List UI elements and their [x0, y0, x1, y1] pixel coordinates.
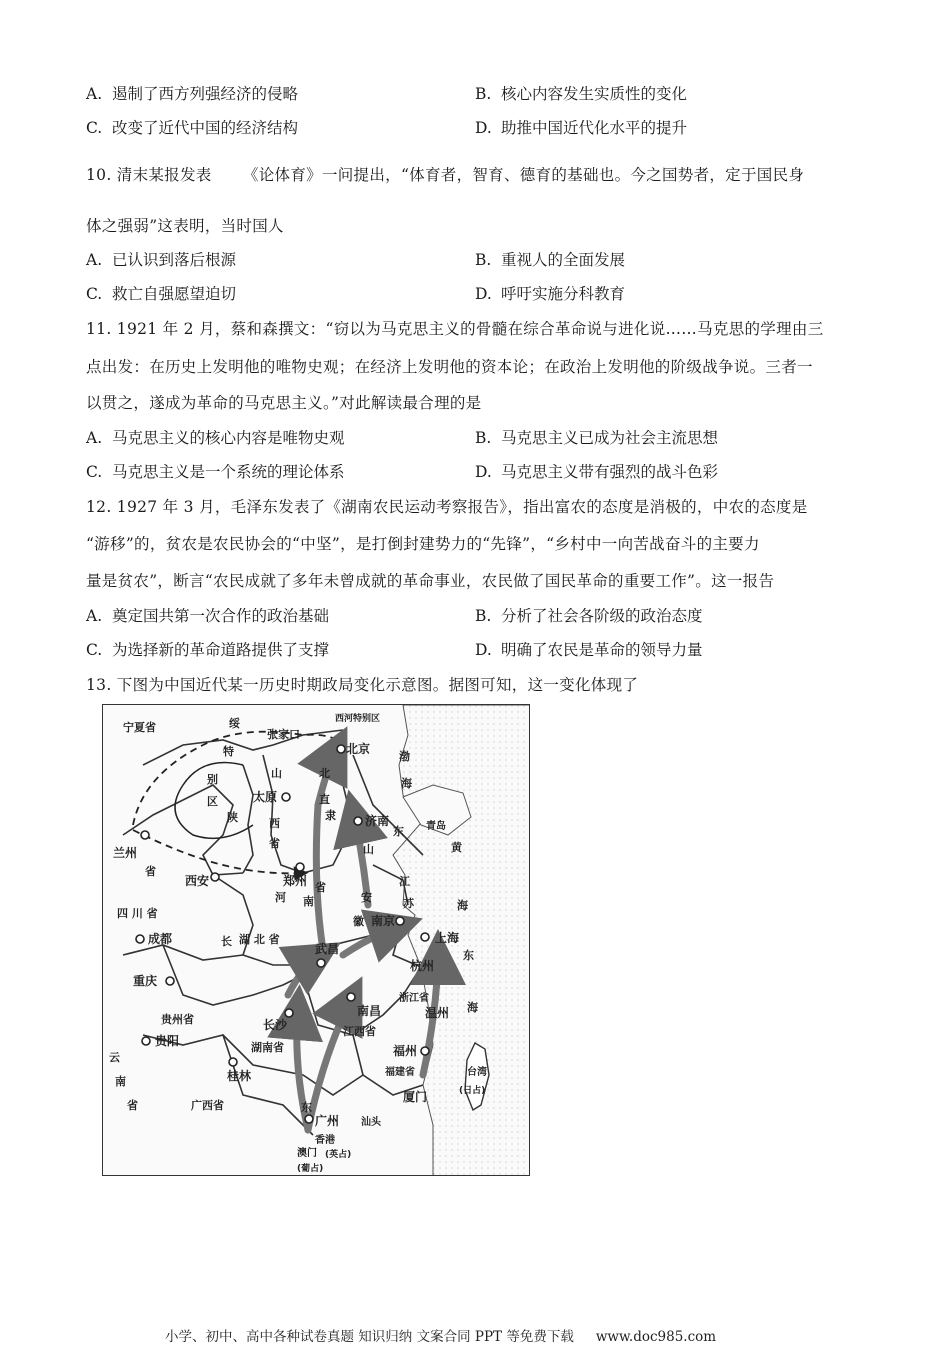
region-jiangsu-b: 苏 — [403, 897, 414, 910]
q10-option-d: D. 呼吁实施分科教育 — [475, 285, 626, 303]
sea-bohai-a: 渤 — [399, 750, 410, 763]
city-aomen: 澳门 — [297, 1148, 317, 1159]
region-henan-c: 省 — [315, 881, 326, 894]
city-guilin: 桂林 — [227, 1069, 252, 1083]
historical-map — [102, 704, 530, 1176]
region-ningxia: 宁夏省 — [123, 721, 156, 734]
q10-stem-line-1: 10. 清末某报发表 《论体育》一问提出，“体育者，智育、德育的基础也。今之国势者，定于国民身 — [86, 166, 805, 184]
region-henan-b: 南 — [303, 895, 314, 908]
city-taiyuan: 太原 — [253, 790, 278, 804]
region-suiyuan: 特 — [223, 745, 234, 758]
city-guangzhou: 广州 — [315, 1114, 340, 1128]
region-shaanxi: 陕 — [227, 811, 238, 824]
q12-option-a: A. 奠定国共第一次合作的政治基础 — [86, 607, 330, 625]
region-henan-a: 河 — [275, 891, 286, 904]
region-anhui-b: 徽 — [353, 915, 364, 928]
sea-bohai-b: 海 — [401, 777, 412, 790]
q10-option-c: C. 救亡自强愿望迫切 — [86, 285, 237, 303]
q11-option-a: A. 马克思主义的核心内容是唯物史观 — [86, 429, 345, 447]
city-beijing: 北京 — [346, 742, 371, 756]
city-wuchang: 武昌 — [315, 942, 340, 956]
q9-option-a: A. 遏制了西方列强经济的侵略 — [86, 85, 299, 103]
region-shandong-a: 山 — [363, 843, 374, 856]
city-nanjing: 南京 — [371, 914, 396, 928]
city-jinan: 济南 — [365, 814, 390, 828]
city-nanchang: 南昌 — [357, 1004, 382, 1018]
sea-donghai-b: 海 — [467, 1001, 478, 1014]
region-changjiang: 长 — [221, 935, 232, 948]
region-anhui-a: 安 — [361, 891, 372, 904]
city-xiamen: 厦门 — [403, 1090, 428, 1104]
city-shantou: 汕头 — [361, 1117, 381, 1128]
region-guizhou: 贵州省 — [161, 1013, 194, 1026]
region-hebei-a: 北 — [319, 767, 330, 780]
dashed-route — [133, 732, 343, 874]
region-sui: 绥 — [229, 717, 240, 730]
region-yunnan-b: 南 — [115, 1075, 126, 1088]
city-changsha: 长沙 — [263, 1018, 288, 1032]
sea-huanghai-a: 黄 — [451, 841, 462, 854]
region-gansu: 省 — [145, 865, 156, 878]
city-xianggang: 香港 — [315, 1135, 335, 1146]
q11-stem-line-2: 点出发：在历史上发明他的唯物史观；在经济上发明他的资本论；在政治上发明他的阶级战争说。三者一 — [86, 358, 813, 376]
city-zhengzhou: 郑州 — [283, 874, 308, 888]
city-fuzhou: 福州 — [393, 1044, 418, 1058]
region-taiwan: 台湾 — [467, 1067, 487, 1078]
city-chengdu: 成都 — [148, 932, 173, 946]
q12-option-c: C. 为选择新的革命道路提供了支撑 — [86, 641, 330, 659]
q12-option-d: D. 明确了农民是革命的领导力量 — [475, 641, 703, 659]
q9-option-b: B. 核心内容发生实质性的变化 — [475, 85, 688, 103]
q9-option-c: C. 改变了近代中国的经济结构 — [86, 119, 299, 137]
sea-huanghai-b: 海 — [457, 899, 468, 912]
region-hebei-b: 直 — [319, 793, 330, 806]
q10-option-a: A. 已认识到落后根源 — [86, 251, 237, 269]
city-wenzhou: 温州 — [425, 1006, 450, 1020]
city-lanzhou: 兰州 — [113, 846, 138, 860]
q12-stem-line-2: “游移”的，贫农是农民协会的“中坚”，是打倒封建势力的“先锋”，“乡村中一向苦战奋斗的主要力 — [86, 535, 760, 553]
region-fujian: 福建省 — [385, 1067, 415, 1078]
region-jiangsu-a: 江 — [399, 875, 410, 888]
map-drawing — [103, 705, 530, 1176]
region-guangdong: 东 — [301, 1101, 312, 1114]
region-bie: 别 — [207, 773, 218, 786]
city-chongqing: 重庆 — [133, 974, 158, 988]
q12-stem-line-3: 量是贫农”，断言“农民成就了多年未曾成就的革命事业，农民做了国民革命的重要工作”。这一报告 — [86, 572, 775, 590]
sea-donghai-a: 东 — [463, 949, 474, 962]
region-hk-note: (英占) — [325, 1150, 352, 1160]
page-footer — [165, 1325, 716, 1345]
q10-stem-line-2: 体之强弱”这表明，当时国人 — [86, 217, 284, 235]
region-jiangxi: 江西省 — [343, 1025, 376, 1038]
footer-text: 小学、初中、高中各种试卷真题 知识归纳 文案合同 PPT 等免费下载 — [165, 1329, 574, 1345]
region-shanxi-b: 西 — [269, 817, 280, 830]
q12-option-b: B. 分析了社会各阶级的政治态度 — [475, 607, 703, 625]
region-hubei: 湖 北 省 — [239, 933, 280, 946]
region-hebei-c: 隶 — [325, 809, 336, 822]
region-zhejiang: 浙江省 — [399, 993, 429, 1004]
q10-option-b: B. 重视人的全面发展 — [475, 251, 626, 269]
region-rehe: 西河特别区 — [335, 714, 381, 724]
footer-url[interactable]: www.doc985.com — [595, 1329, 717, 1345]
city-shanghai: 上海 — [435, 931, 460, 945]
region-sichuan: 四 川 省 — [117, 907, 158, 920]
region-shandong-b: 东 — [393, 825, 404, 838]
sea-area — [393, 705, 530, 1176]
q9-option-d: D. 助推中国近代化水平的提升 — [475, 119, 688, 137]
city-qingdao: 青岛 — [426, 821, 446, 832]
city-zhangjiakou: 张家口 — [267, 728, 300, 741]
q11-option-c: C. 马克思主义是一个系统的理论体系 — [86, 463, 345, 481]
region-taiwan-note: (日占) — [459, 1086, 486, 1096]
region-shanxi-a: 山 — [271, 767, 282, 780]
q11-option-b: B. 马克思主义已成为社会主流思想 — [475, 429, 719, 447]
region-hunan: 湖南省 — [251, 1041, 284, 1054]
region-yunnan-c: 省 — [127, 1099, 138, 1112]
region-yunnan-a: 云 — [109, 1051, 120, 1064]
region-macau-note: (葡占) — [297, 1164, 324, 1174]
region-shanxi-c: 省 — [269, 837, 280, 850]
city-guiyang: 贵阳 — [155, 1034, 180, 1048]
region-qu: 区 — [207, 795, 218, 808]
q11-stem-line-1: 11. 1921 年 2 月，蔡和森撰文：“窃以为马克思主义的骨髓在综合革命说与进化说……马克思的学理由三 — [86, 320, 824, 338]
q13-stem-line-1: 13. 下图为中国近代某一历史时期政局变化示意图。据图可知，这一变化体现了 — [86, 676, 639, 694]
city-hangzhou: 杭州 — [410, 959, 435, 973]
q12-stem-line-1: 12. 1927 年 3 月，毛泽东发表了《湖南农民运动考察报告》，指出富农的态度是消极的，中农的态度是 — [86, 498, 808, 516]
city-xian: 西安 — [185, 874, 210, 888]
region-guangxi: 广西省 — [191, 1099, 224, 1112]
q11-option-d: D. 马克思主义带有强烈的战斗色彩 — [475, 463, 719, 481]
q11-stem-line-3: 以贯之，遂成为革命的马克思主义。”对此解读最合理的是 — [86, 394, 482, 412]
